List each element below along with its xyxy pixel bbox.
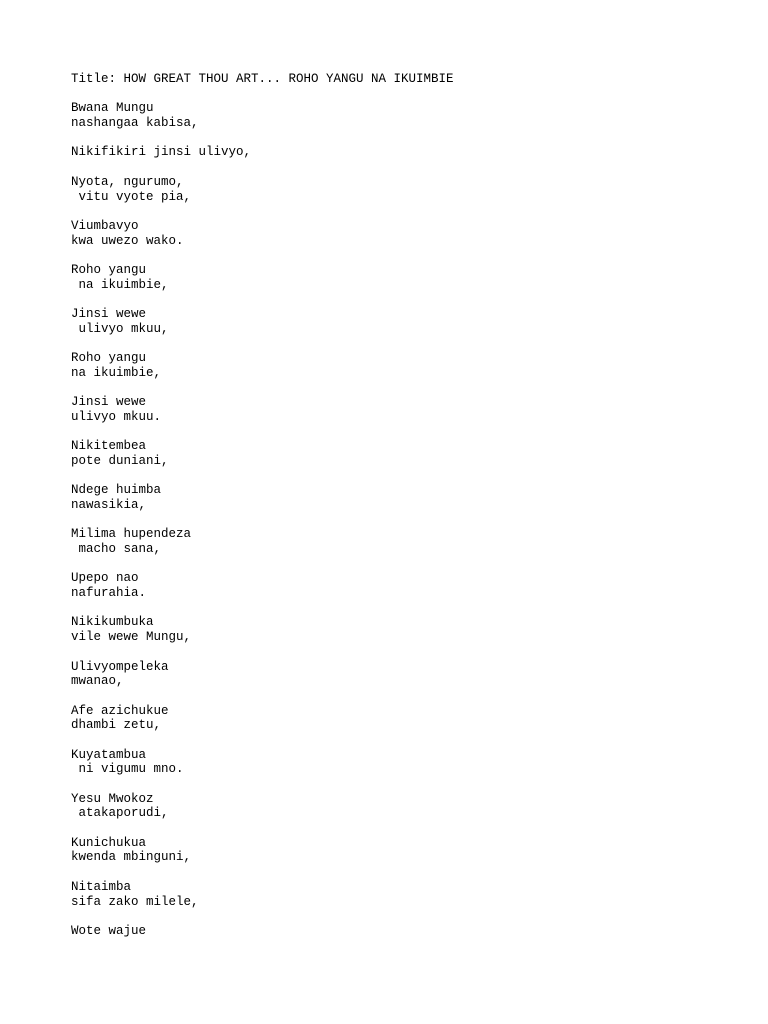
lyric-line: Upepo nao xyxy=(71,571,139,586)
stanza-12 xyxy=(71,571,751,600)
lyric-line: Afe azichukue xyxy=(71,703,169,718)
stanza-15 xyxy=(71,704,751,733)
stanza-17 xyxy=(71,792,751,821)
title-block xyxy=(71,72,751,87)
stanza-16 xyxy=(71,748,751,777)
lyric-line: mwanao, xyxy=(71,674,124,689)
stanza-13 xyxy=(71,615,751,644)
lyric-line: Jinsi wewe xyxy=(71,307,147,321)
lyric-line: Roho yangu xyxy=(71,351,147,366)
lyric-line: ulivyo mkuu, xyxy=(71,321,169,336)
lyric-line: Nitaimba xyxy=(71,879,132,894)
stanza-6 xyxy=(71,307,751,336)
lyric-line: macho sana, xyxy=(71,542,162,556)
lyric-line: Nikitembea xyxy=(71,439,147,454)
lyric-line: Nikikumbuka xyxy=(71,615,154,630)
stanza-7 xyxy=(71,351,751,380)
lyric-line: na ikuimbie, xyxy=(71,365,162,380)
stanza-19 xyxy=(71,880,751,909)
lyric-line: dhambi zetu, xyxy=(71,718,162,733)
stanza-14 xyxy=(71,660,751,689)
lyric-line: Ulivyompeleka xyxy=(71,659,169,674)
lyric-line: ni vigumu mno. xyxy=(71,762,184,777)
lyric-line: pote duniani, xyxy=(71,453,169,468)
lyric-line: nafurahia. xyxy=(71,586,147,601)
stanza-20 xyxy=(71,924,751,939)
stanza-1 xyxy=(71,101,751,130)
stanza-10 xyxy=(71,483,751,512)
document-title: Title: HOW GREAT THOU ART... ROHO YANGU NA IKUIMBIE xyxy=(71,72,454,86)
lyric-line: na ikuimbie, xyxy=(71,277,169,292)
lyric-line: Kuyatambua xyxy=(71,747,147,762)
lyric-line: vitu vyote pia, xyxy=(71,189,192,204)
stanza-9 xyxy=(71,439,751,468)
lyric-line: Yesu Mwokoz xyxy=(71,791,154,806)
lyric-line: Nikifikiri jinsi ulivyo, xyxy=(71,145,252,160)
stanza-4 xyxy=(71,219,751,248)
stanza-3 xyxy=(71,175,751,204)
stanza-8 xyxy=(71,395,751,424)
lyric-line: sifa zako milele, xyxy=(71,894,199,909)
lyric-line: atakaporudi, xyxy=(71,806,169,821)
lyric-line: nawasikia, xyxy=(71,497,147,512)
lyric-line: Bwana Mungu xyxy=(71,101,154,116)
lyric-line: Kunichukua xyxy=(71,835,147,850)
stanza-11 xyxy=(71,527,751,556)
document-page xyxy=(71,72,751,953)
lyric-line: Nyota, ngurumo, xyxy=(71,174,184,189)
lyric-line: Viumbavyo xyxy=(71,218,139,233)
stanza-2 xyxy=(71,145,751,160)
lyric-line: Roho yangu xyxy=(71,262,147,277)
lyric-line: Wote wajue xyxy=(71,923,147,938)
lyric-line: ulivyo mkuu. xyxy=(71,409,162,424)
lyric-line: kwa uwezo wako. xyxy=(71,233,184,248)
stanza-5 xyxy=(71,263,751,292)
lyric-line: Ndege huimba xyxy=(71,483,162,498)
lyric-line: nashangaa kabisa, xyxy=(71,116,199,131)
lyric-line: kwenda mbinguni, xyxy=(71,850,192,865)
lyric-line: Jinsi wewe xyxy=(71,395,147,410)
lyric-line: vile wewe Mungu, xyxy=(71,630,192,645)
lyric-line: Milima hupendeza xyxy=(71,527,192,542)
stanza-18 xyxy=(71,836,751,865)
